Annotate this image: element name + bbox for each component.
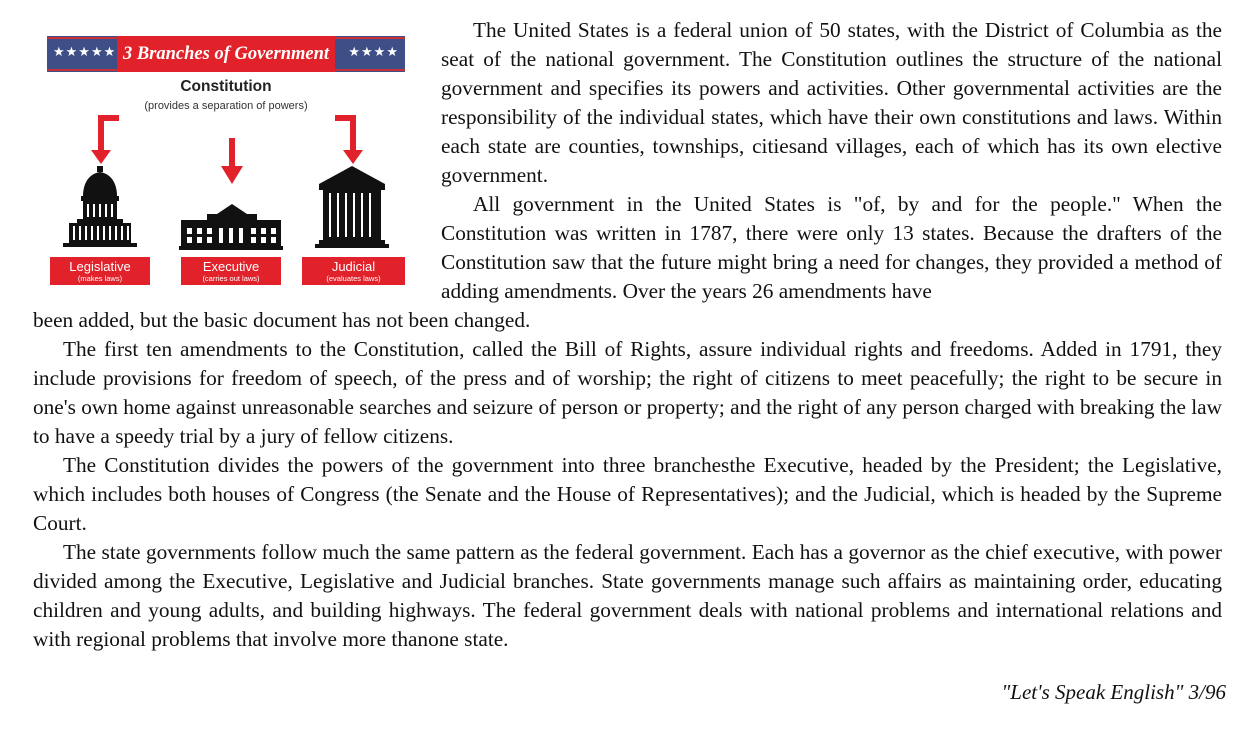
judicial-label-box [302, 257, 405, 285]
executive-label-box [181, 257, 281, 285]
constitution-title: Constitution [180, 78, 272, 95]
paragraph-three-branches: The Constitution divides the powers of the government into three branchesthe Executive, headed by the President; the Legislative, which includes both houses of Congress (the Senate and the House of Representatives); and the Judicial, which is headed by the Supreme Court. [33, 453, 1222, 535]
paragraph-state-governments: The state governments follow much the same pattern as the federal government. Each has a governor as the chief executive, with power divided among the Executive, Legislative and Judicial branches. State governments manage such affairs as maintaining order, educating children and young adults, and building highways. The federal government deals with national problems and international relations and with regional problems that involve more thanone state. [33, 540, 1222, 651]
banner-title: 3 Branches of Government [117, 36, 335, 72]
executive-name: Executive [202, 259, 260, 274]
legislative-name: Legislative [69, 259, 131, 274]
legislative-description: (makes laws) [77, 274, 123, 283]
source-citation: "Let's Speak English" 3/96 [1001, 680, 1226, 704]
arrow-center-icon [221, 138, 243, 184]
legislative-label-box [50, 257, 150, 285]
arrow-left-icon [91, 118, 119, 164]
paragraph-of-by-for-people-continued: been added, but the basic document has not been changed. [33, 308, 531, 332]
paragraph-bill-of-rights: The first ten amendments to the Constitution, called the Bill of Rights, assure individual rights and freedoms. Added in 1791, they include provisions for freedom of speech, of the press and of worship; the right of citizens to meet peacefully; the right to be secure in one's own home against unreasonable searches and seizure of person or property; and the right of any person charged with breaking the law to have a speedy trial by a jury of fellow citizens. [33, 337, 1222, 448]
paragraph-federal-union: The United States is a federal union of 50 states, with the District of Columbia as the seat of the national government. The Constitution outlines the structure of the national government and specifies its powers and activities. Other governmental activities are the responsibility of the individual states, which have their own constitutions and laws. Within each state are counties, townships, citiesand villages, each of which has its own elective government. [441, 18, 1222, 187]
paragraph-of-by-for-people: All government in the United States is "of, by and for the people." When the Constitution was written in 1787, there were only 13 states. Because the drafters of the Constitution saw that the future might bring a need for changes, they provided a method of adding amendments. Over the years 26 amendments have [441, 192, 1222, 303]
capitol-building-icon [63, 166, 137, 247]
judicial-name: Judicial [331, 259, 376, 274]
infographic-artwork [47, 32, 407, 290]
three-branches-infographic [47, 32, 407, 290]
white-house-icon [179, 204, 283, 250]
arrow-right-icon [335, 118, 363, 164]
stars-right-icon: ★★★★ [348, 45, 399, 60]
stars-left-icon: ★★★★★ [53, 45, 117, 60]
executive-description: (carries out laws) [202, 274, 260, 283]
constitution-subtitle: (provides a separation of powers) [144, 100, 308, 112]
judicial-description: (evaluates laws) [326, 274, 381, 283]
supreme-court-icon [315, 166, 389, 248]
